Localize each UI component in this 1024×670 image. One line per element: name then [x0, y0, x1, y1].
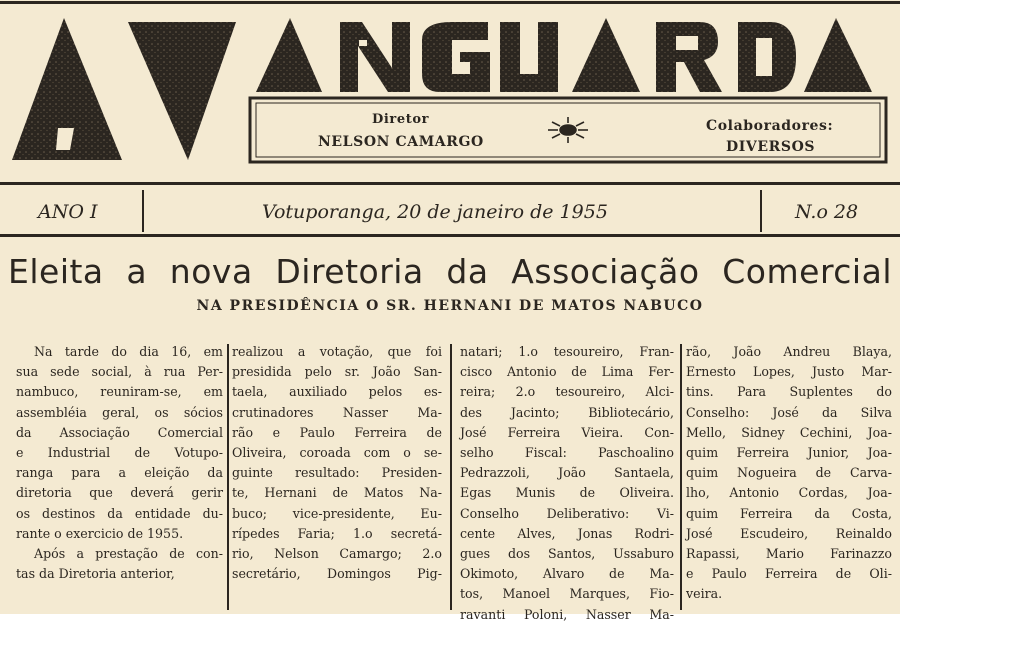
article-line: reira; 2.o tesoureiro, Alci-	[460, 384, 674, 400]
article-column-2	[232, 342, 442, 584]
article-line: presidida pelo sr. João San-	[232, 364, 442, 380]
article-line: crutinadores Nasser Ma-	[232, 404, 442, 420]
article-line: Na tarde do dia 16, em	[34, 344, 223, 359]
article-line: des Jacinto; Bibliotecário,	[460, 404, 674, 420]
article-line: Okimoto, Alvaro de Ma-	[460, 566, 674, 582]
dateline-bottom-rule	[0, 234, 900, 237]
letter-a-big	[12, 18, 122, 160]
article-line: quim Ferreira da Costa,	[686, 505, 892, 521]
masthead	[0, 0, 900, 185]
director-label: Diretor	[372, 112, 430, 127]
dateline-divider-right	[760, 190, 762, 232]
article-line: guinte resultado: Presiden-	[232, 465, 442, 481]
article-line: Mello, Sidney Cechini, Joa-	[686, 424, 892, 440]
article-line: Pedrazzoli, João Santaela,	[460, 465, 674, 481]
article-line: Conselho: José da Silva	[686, 404, 892, 420]
article-line: tas da Diretoria anterior,	[16, 566, 175, 582]
article-line: da Associação Comercial	[16, 424, 223, 440]
article-line: tins. Para Suplentes do	[686, 384, 892, 400]
article-line: selho Fiscal: Paschoalino	[460, 445, 674, 461]
article-line: os destinos da entidade du-	[16, 505, 223, 521]
article-line: rão e Paulo Ferreira de	[232, 424, 442, 440]
column-divider-2	[450, 344, 452, 610]
column-divider-3	[680, 344, 682, 610]
article-line: quim Ferreira Junior, Joa-	[686, 445, 892, 461]
article-line: quim Nogueira de Carva-	[686, 465, 892, 481]
article-line: buco; vice-presidente, Eu-	[232, 505, 442, 521]
article-line: gues dos Santos, Ussaburo	[460, 546, 674, 562]
collaborators-value: DIVERSOS	[726, 139, 816, 155]
article-line: Conselho Deliberativo: Vi-	[460, 505, 674, 521]
article-column-1	[16, 342, 223, 584]
article-line: veira.	[686, 586, 723, 602]
article-line: lho, Antonio Cordas, Joa-	[686, 485, 892, 501]
article-line: rípedes Faria; 1.o secretá-	[232, 525, 442, 541]
article-line: secretário, Domingos Pig-	[232, 566, 442, 582]
article-line: te, Hernani de Matos Na-	[232, 485, 442, 501]
article-line: rio, Nelson Camargo; 2.o	[232, 546, 442, 562]
article-line: José Escudeiro, Reinaldo	[686, 525, 892, 541]
article-line: Ernesto Lopes, Justo Mar-	[686, 364, 892, 380]
issue-year: ANO I	[38, 201, 98, 223]
dateline-divider-left	[142, 190, 144, 232]
article-line: cente Alves, Jonas Rodri-	[460, 525, 674, 541]
article-line: Egas Munis de Oliveira.	[460, 485, 674, 501]
article-line: e Industrial de Votupo-	[16, 445, 223, 461]
article-line: sua sede social, à rua Per-	[16, 364, 223, 380]
collaborators-label: Colaboradores:	[706, 118, 834, 134]
letter-v-big	[128, 22, 236, 160]
letter-r	[656, 22, 722, 92]
article-line: cisco Antonio de Lima Fer-	[460, 364, 674, 380]
article-line: rante o exercicio de 1955.	[16, 525, 184, 541]
article-line: e Paulo Ferreira de Oli-	[686, 566, 892, 582]
article-line: Rapassi, Mario Farinazzo	[686, 546, 892, 562]
letter-a-3	[804, 18, 872, 92]
article-line: diretoria que deverá gerir	[16, 485, 223, 501]
article-line: Oliveira, coroada com o se-	[232, 445, 442, 461]
sun-emblem-icon	[548, 117, 588, 143]
article-line: nambuco, reuniram-se, em	[16, 384, 223, 400]
article-headline: Eleita a nova Diretoria da Associação Comercial	[8, 252, 892, 291]
article-line: tos, Manoel Marques, Fio-	[460, 586, 674, 602]
article-line: realizou a votação, que foi	[232, 344, 442, 359]
director-name: NELSON CAMARGO	[318, 134, 484, 150]
letter-n	[340, 22, 410, 92]
article-line: José Ferreira Vieira. Con-	[460, 424, 674, 440]
article-line: ranga para a eleição da	[16, 465, 223, 481]
column-divider-1	[227, 344, 229, 610]
letter-a-1	[256, 18, 322, 92]
issue-number: N.o 28	[795, 201, 859, 223]
article-line: assembléia geral, os sócios	[16, 404, 223, 420]
article-column-4	[686, 342, 892, 605]
place-and-date: Votuporanga, 20 de janeiro de 1955	[262, 201, 608, 223]
article-line: taela, auxiliado pelos es-	[232, 384, 442, 400]
article-subhead: NA PRESIDÊNCIA O SR. HERNANI DE MATOS NABUCO	[196, 298, 704, 314]
article-line: Após a prestação de con-	[34, 546, 223, 562]
article-column-3	[460, 342, 674, 625]
letter-u	[500, 22, 558, 92]
letter-g	[422, 22, 490, 92]
article-line: ravanti Poloni, Nasser Ma-	[460, 606, 674, 622]
article-line: rão, João Andreu Blaya,	[686, 344, 892, 359]
letter-a-2	[572, 18, 640, 92]
article-line: natari; 1.o tesoureiro, Fran-	[460, 344, 674, 359]
